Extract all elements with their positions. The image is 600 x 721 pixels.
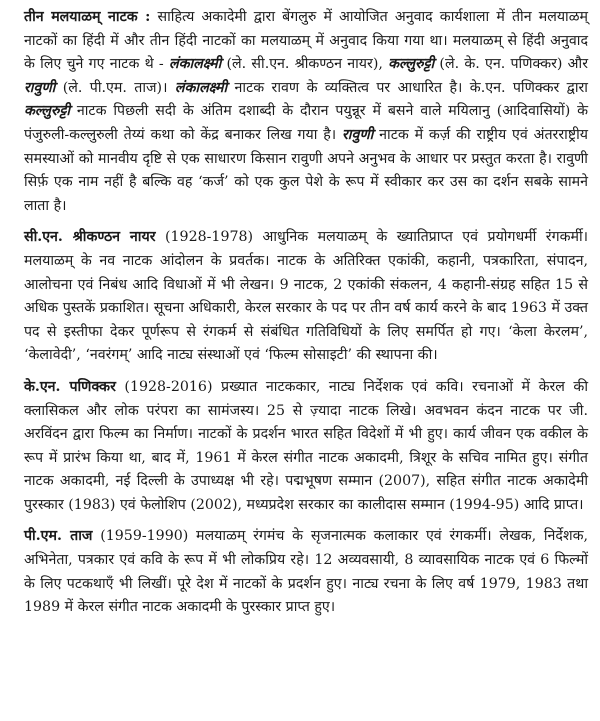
body-text: (ले. पी.एम. ताज)। [55,79,175,96]
section-kn-panikkar [24,376,588,518]
play-title: कल्लुरुट्टी [24,103,71,120]
section-heading: पी.एम. ताज [24,528,93,545]
section-heading: सी.एन. श्रीकण्ठन नायर [24,229,156,246]
section-cn-sreekantan-nair [24,226,588,368]
body-text: (1928-2016) प्रख्यात नाटककार, नाट्य निर्देशक एवं कवि। रचनाओं में केरल की क्लासिकल और लोक परंपरा का सामंजस्य। 25 से ज़्यादा नाटक लिखे। अवभवन कंदन नाटक पर जी. अरविंदन द्वारा फिल्म का निर्माण। नाटकों के प्रदर्शन भारत सहित विदेशों में भी हुए। कार्य जीवन एक वकील के रूप में प्रारंभ किया था, बाद में, 1961 में केरल संगीत नाटक अकादमी, त्रिशूर के सचिव नामित हुए। संगीत नाटक अकादमी, नई दिल्ली के उपाध्यक्ष भी रहे। पद्मभूषण सम्मान (2007), सहित संगीत नाटक अकादेमी पुरस्कार (1983) एवं फेलोशिप (2002), मध्यप्रदेश सरकार का कालीदास सम्मान (1994-95) आदि प्राप्त। [24,378,588,513]
body-text: (1928-1978) आधुनिक मलयाळम् के ख्यातिप्राप्त एवं प्रयोगधर्मी रंगकर्मी। मलयाळम् के नव नाटक आंदोलन के प्रवर्तक। नाटक के अतिरिक्त एकांकी, कहानी, पत्रकारिता, संपादन, आलोचना एवं निबंध आदि विधाओं में भी लेखन। 9 नाटक, 2 एकांकी संकलन, 4 कहानी-संग्रह सहित 15 से अधिक पुस्तकें प्रकाशित। सूचना अधिकारी, केरल सरकार के पद पर तीन वर्ष कार्य करने के बाद 1963 में उक्त पद से इस्तीफा देकर पूर्णरूप से रंगकर्म से संबंधित गतिविधियों के लिए समर्पित हो गए। ‘केला केरलम’, ‘केलावेदी’, ‘नवरंगम्’ आदि नाट्य संस्थाओं एवं ‘फिल्म सोसाइटी’ की स्थापना की। [24,229,589,364]
play-title: लंकालक्ष्मी [174,79,228,96]
section-heading: के.एन. पणिक्कर [24,378,116,395]
body-text: साहित्य अकादेमी द्वारा बेंगलुरु में आयोजित अनुवाद कार्यशाला में तीन मलयाळम् नाटकों का हिंदी में और तीन हिंदी नाटकों का मलयाळम् में अनुवाद किया गया था। मलयाळम् से हिंदी अनुवाद के लिए चुने गए नाटक थे - [24,9,588,73]
body-text: नाटक में कर्ज़ की राष्ट्रीय एवं अंतरराष्ट्रीय समस्याओं को मानवीय दृष्टि से एक साधारण किसान रावुणी अपने अनुभव के आधार पर प्रस्तुत करता है। रावुणी सिर्फ़ एक नाम नहीं है बल्कि वह ‘कर्ज’ को एक कुल पेशे के रूप में स्वीकार कर उस का दर्शन सबके सामने लाता है। [24,126,589,214]
section-gap [24,517,588,525]
body-text: नाटक रावण के व्यक्तित्व पर आधारित है। के.एन. पणिक्कर द्वारा [227,79,588,96]
section-malayalam-plays [24,6,588,218]
play-title: लंकालक्ष्मी [168,56,222,73]
play-title: रावुणी [342,126,374,143]
section-gap [24,218,588,226]
body-text: नाटक पिछली सदी के अंतिम दशाब्दी के दौरान पयुन्नूर में बसने वाले मयिलानु (आदिवासियों) के पंजुरुली-कल्लुरुली तेय्यं कथा को केंद्र बनाकर लिख गया है। [24,103,588,143]
play-title: कल्लुरुट्टी [388,56,435,73]
section-pm-taj [24,525,588,619]
body-text: (1959-1990) मलयाळम् रंगमंच के सृजनात्मक कलाकार एवं रंगकर्मी। लेखक, निर्देशक, अभिनेता, पत्रकार एवं कवि के रूप में भी लोकप्रिय रहे। 12 अव्यवसायी, 8 व्यावसायिक नाटक एवं 6 फिल्मों के लिए पटकथाएँ भी लिखीं। पूरे देश में नाटकों के प्रदर्शन हुए। नाट्य रचना के लिए वर्ष 1979, 1983 तथा 1989 में केरल संगीत नाटक अकादमी के पुरस्कार प्राप्त हुए। [24,528,588,616]
play-title: रावुणी [24,79,56,96]
section-heading: तीन मलयाळम् नाटक : [24,9,151,25]
body-text: (ले. के. एन. पणिक्कर) और [434,56,588,73]
section-gap [24,368,588,376]
body-text: (ले. सी.एन. श्रीकण्ठन नायर), [221,56,389,73]
